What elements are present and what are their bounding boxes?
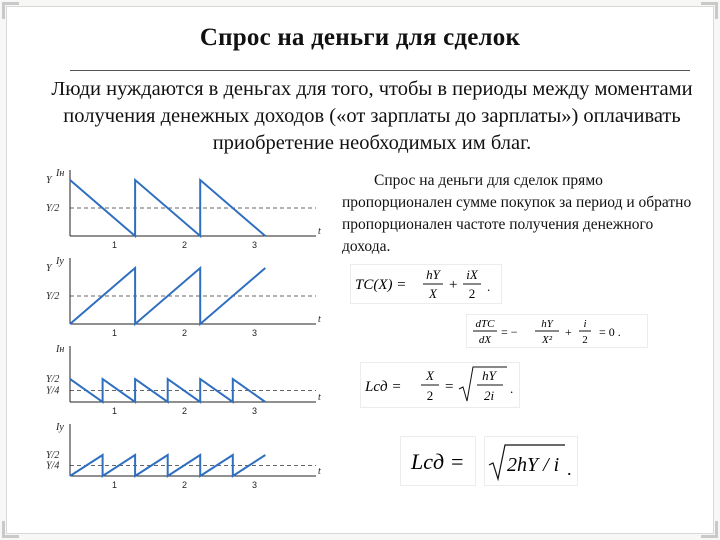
slide-title: Спрос на деньги для сделок: [199, 24, 521, 51]
f2-den2: 2: [582, 334, 588, 346]
f3-eq: =: [445, 379, 454, 395]
f2-num2: i: [583, 318, 587, 330]
f1-plus: +: [449, 277, 458, 293]
f2-num1: hY: [541, 318, 553, 330]
note-text: [342, 170, 692, 258]
x-tick-label: 1: [112, 480, 118, 490]
f1-lhs: TC(X) =: [355, 277, 407, 293]
x-tick-label: 2: [182, 480, 188, 490]
f1-den2: 2: [468, 286, 476, 301]
x-axis-label: t: [318, 392, 321, 403]
f2-end: = 0 .: [599, 325, 621, 339]
intro-paragraph: Люди нуждаются в деньгах для того, чтобы в периоды между моментами получения денежных доходов («от зарплаты до зарплаты») оплачивать приобретение необходимых им благ.: [51, 78, 693, 154]
y-tick-label: Y/4: [46, 385, 60, 397]
y-axis-label: Iн: [56, 168, 65, 179]
x-tick-label: 3: [252, 328, 258, 338]
y-tick-label: Y/2: [46, 450, 60, 461]
x-tick-label: 1: [112, 328, 118, 338]
corner-decoration: [2, 521, 19, 538]
f3-den: 2: [426, 388, 434, 403]
corner-decoration: [701, 521, 718, 538]
formula-derivative-svg: [467, 315, 647, 347]
y-tick-label: Y/4: [46, 460, 60, 472]
formula-total-cost: [350, 264, 502, 304]
y-tick-label: Y: [46, 175, 52, 186]
formula-derivative: [466, 314, 648, 348]
x-tick-label: 3: [252, 240, 258, 250]
x-tick-label: 1: [112, 240, 118, 250]
x-axis-label: t: [318, 466, 321, 477]
note-line-1: Спрос на деньги для сделок прямо: [374, 172, 603, 189]
y-tick-label: Y: [46, 263, 52, 274]
y-axis-label: Iн: [56, 344, 65, 355]
f4-radical: 2hY / i: [507, 454, 560, 476]
y-tick-label: Y/2: [46, 203, 60, 214]
formula-rhs-box: [484, 436, 578, 486]
x-tick-label: 2: [182, 328, 188, 338]
f1-den1: X: [429, 286, 437, 301]
x-axis-label: t: [318, 314, 321, 325]
x-tick-label: 2: [182, 406, 188, 416]
f2-plus: +: [565, 325, 572, 339]
f3-rad-den: 2i: [483, 388, 495, 403]
f3-num: X: [426, 368, 434, 383]
x-tick-label: 3: [252, 406, 258, 416]
graphs-panel: [44, 164, 326, 492]
corner-decoration: [701, 2, 718, 19]
formula-total-cost-svg: [351, 265, 501, 303]
formula-lhs-box: [400, 436, 476, 486]
y-tick-label: Y/2: [46, 374, 60, 385]
f2-lhs-num: dTC: [475, 318, 495, 330]
formula-money-demand-svg: [361, 363, 519, 407]
f1-num2: iX: [466, 267, 478, 282]
f1-end: .: [487, 279, 491, 294]
formula-lhs-svg: [401, 437, 475, 485]
y-tick-label: Y/2: [46, 291, 60, 302]
formula-rhs-svg: [485, 437, 577, 485]
x-tick-label: 2: [182, 240, 188, 250]
x-tick-label: 3: [252, 480, 258, 490]
f3-lhs: Lсд =: [365, 379, 402, 395]
title-divider: [70, 70, 690, 71]
note-line-rest: пропорционален сумме покупок за период и обратно пропорционален частоте получения денежного дохода.: [342, 194, 692, 255]
corner-decoration: [2, 2, 19, 19]
sawtooth-charts: [44, 164, 326, 492]
f3-rad-num: hY: [482, 368, 496, 383]
f2-den1: X²: [541, 334, 553, 346]
f2-op: = −: [501, 325, 518, 339]
y-axis-label: Iу: [56, 256, 64, 267]
formula-money-demand: [360, 362, 520, 408]
f2-lhs-den: dX: [478, 334, 492, 346]
y-axis-label: Iу: [56, 422, 64, 433]
f4-end: .: [567, 459, 572, 479]
x-axis-label: t: [318, 226, 321, 237]
f1-num1: hY: [426, 267, 440, 282]
f3-end: .: [510, 381, 514, 396]
f4-lhs: Lсд =: [411, 449, 465, 474]
x-tick-label: 1: [112, 406, 118, 416]
